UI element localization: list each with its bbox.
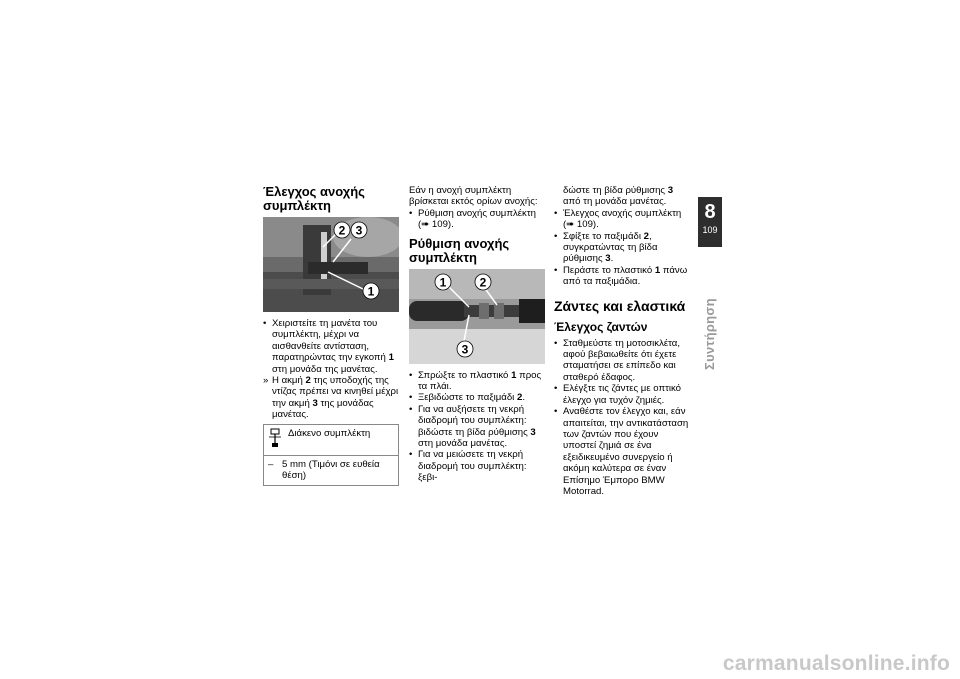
spec-row	[268, 459, 394, 482]
column-3	[554, 185, 690, 497]
step-text: Σφίξτε το παξιμάδι	[563, 230, 644, 242]
list-item	[554, 231, 690, 265]
bullet-marker: •	[409, 207, 413, 219]
bullet-marker: •	[409, 403, 413, 415]
column-1	[263, 185, 399, 486]
step-text: Σπρώξτε το πλαστικό	[418, 369, 512, 381]
step-text[interactable]: Έλεγχος ανοχής συμπλέκτη (➠ 109).	[563, 207, 682, 231]
spec-box	[263, 424, 399, 487]
bullet-marker: •	[554, 264, 558, 276]
clutch-adjuster-photo	[409, 269, 545, 364]
wrench-gauge-icon	[268, 428, 282, 448]
bullet-marker: •	[554, 337, 558, 349]
step-text: πάνω από τα παξιμάδια.	[563, 264, 688, 288]
page-number: 109	[702, 225, 718, 235]
chapter-number: 8	[704, 201, 716, 223]
bullet-marker: •	[409, 449, 413, 461]
callout-3-label: 3	[461, 342, 469, 357]
list-item	[554, 406, 690, 497]
spec-value: 5 mm (Τιμόνι σε ευθεία θέση)	[282, 458, 380, 482]
ref-number: 1	[388, 352, 394, 364]
ref-number: 3	[605, 253, 611, 265]
step-text: Χειριστείτε τη μανέτα του συμπλέκτη, μέχρι να αισθανθείτε αντίσταση, παρατηρώντας την εγκοπή	[272, 318, 389, 364]
list-item	[554, 383, 690, 406]
clutch-lever-photo	[263, 217, 399, 312]
step-text: της μονάδας μανέτας.	[272, 397, 374, 421]
spec-title: Διάκενο συμπλέκτη	[288, 427, 371, 439]
ref-number: 2	[305, 375, 311, 387]
step-text: δώστε τη βίδα ρύθμισης	[563, 185, 668, 196]
chapter-tab	[698, 197, 722, 247]
list-item	[554, 265, 690, 288]
result-marker: »	[263, 375, 269, 387]
adjust-steps-list	[409, 370, 545, 484]
step-text: Περάστε το πλαστικό	[563, 264, 655, 276]
list-item	[263, 375, 399, 421]
step-text: Ξεβιδώστε το παξιμάδι	[418, 392, 517, 404]
step-text: προς τα πλάι.	[418, 369, 542, 393]
adjust-link-list	[409, 208, 545, 231]
step-text: από τη μονάδα μανέτας.	[563, 196, 667, 208]
heading-adjust-clutch-play: Ρύθμιση ανοχής συμπλέκτη	[409, 235, 510, 265]
step-text: στη μονάδα μανέτας.	[418, 438, 508, 450]
callout-2-label: 2	[479, 275, 487, 290]
ref-number: 1	[511, 369, 517, 381]
list-item	[409, 370, 545, 393]
step-text: .	[522, 392, 525, 404]
list-item	[409, 208, 545, 231]
step-text: Ρύθμιση ανοχής συμπλέκτη	[418, 207, 536, 219]
ref-number: 2	[643, 230, 649, 242]
chapter-side-title: Συντήρηση	[702, 298, 717, 370]
section-title-wheels-tyres: Ζάντες και ελαστικά	[554, 297, 686, 314]
column-2	[409, 185, 545, 484]
bullet-marker: •	[263, 318, 267, 329]
finish-steps-list	[554, 208, 690, 288]
step-text: Σταθμεύστε τη μοτοσικλέτα, αφού βεβαιωθείτε ότι έχετε σταματήσει σε επίπεδο και σταθερό έδαφος.	[563, 337, 681, 383]
bullet-marker: •	[409, 392, 413, 404]
bullet-marker: •	[554, 230, 558, 242]
step-text: Για να μειώσετε τη νεκρή διαδρομή του συμπλέκτη: ξεβι-	[418, 449, 527, 484]
spec-value-area	[264, 456, 398, 486]
ref-number: 3	[312, 397, 318, 409]
step-text: Η ακμή	[272, 375, 306, 387]
callout-2-label: 2	[338, 223, 346, 238]
intro-text: Εάν η ανοχή συμπλέκτη βρίσκεται εκτός ορίων ανοχής:	[409, 185, 538, 208]
dash-marker: –	[268, 458, 274, 470]
ref-number: 2	[516, 392, 523, 404]
check-steps-list	[263, 318, 399, 421]
callout-1-label: 1	[367, 284, 375, 299]
list-item	[554, 208, 690, 231]
callout-1-label: 1	[439, 275, 447, 290]
list-item	[409, 404, 545, 450]
step-text: Για να αυξήσετε τη νεκρή διαδρομή του συμπλέκτη: βιδώστε τη βίδα ρύθμισης	[418, 403, 531, 438]
ref-number: 3	[667, 185, 674, 196]
list-item	[263, 318, 399, 375]
ref-number: 1	[654, 264, 661, 276]
step-text: της υποδοχής της ντίζας πρέπει να κινηθεί μέχρι την ακμή	[272, 375, 399, 409]
step-text: .	[610, 253, 614, 265]
heading-check-clutch-play: Έλεγχος ανοχής συμπλέκτη	[263, 184, 365, 213]
bullet-marker: •	[554, 207, 558, 219]
bullet-marker: •	[554, 406, 558, 418]
list-item	[554, 338, 690, 384]
list-item	[409, 392, 545, 403]
bullet-marker: •	[554, 383, 558, 395]
callout-3-label: 3	[355, 223, 363, 238]
page-reference[interactable]: (➠ 109).	[418, 219, 454, 231]
heading-check-rims: Έλεγχος ζαντών	[554, 319, 648, 334]
step-text: Αναθέστε τον έλεγχο και, εάν απαιτείται, την αντικατάσταση των ζαντών που έχουν υποστεί ζημιά σε ένα εξειδικευμένο συνεργείο ή ακόμη καλύτερα σε έναν Επίσημο Έμπορο BMW Motorrad.	[563, 406, 689, 497]
spec-header	[264, 425, 398, 456]
step-text: στη μονάδα της μανέτας.	[272, 363, 378, 375]
watermark: carmanualsonline.info	[722, 652, 950, 675]
rim-steps-list	[554, 338, 690, 498]
ref-number: 3	[530, 426, 536, 438]
continued-text	[554, 185, 690, 208]
bullet-marker: •	[409, 369, 413, 381]
list-item	[409, 449, 545, 483]
step-text: , συγκρατώντας τη βίδα ρύθμισης	[563, 230, 658, 265]
step-text: Ελέγξτε τις ζάντες με οπτικό έλεγχο για τυχόν ζημιές.	[563, 383, 682, 406]
